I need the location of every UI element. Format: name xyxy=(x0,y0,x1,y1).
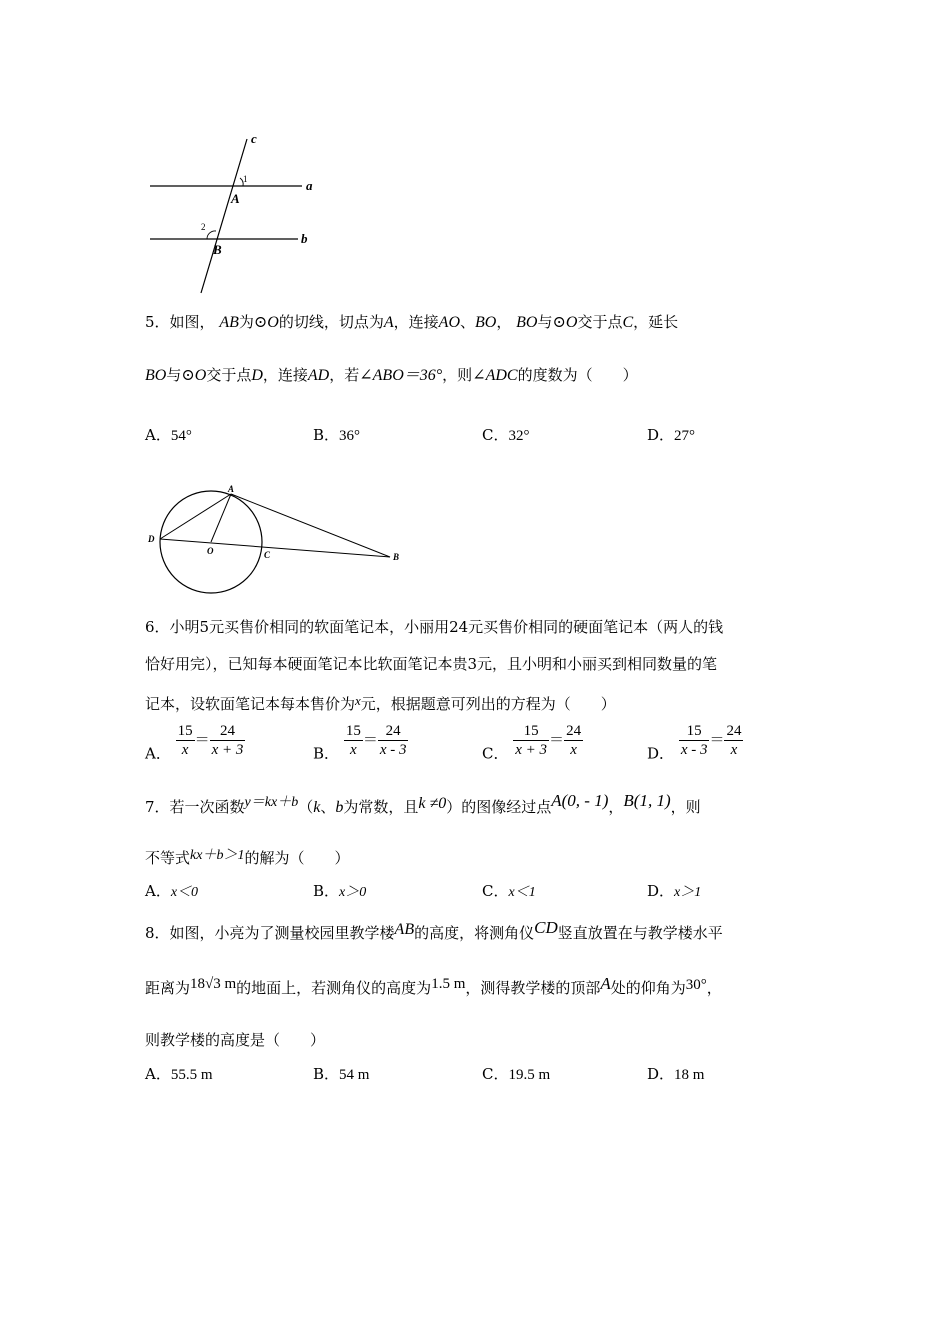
q5-option-d[interactable]: D．27° xyxy=(647,426,696,444)
q6-option-b[interactable]: B． $\frac{15}{x}$ ＝ $\frac{24}{x - 3}$ xyxy=(313,723,407,763)
q6-option-c[interactable]: C． $\frac{15}{x + 3}$ ＝ $\frac{24}{x}$ xyxy=(482,723,582,763)
q5-line1: 5．如图， AB为⊙O的切线，切点为A，连接AO、BO， BO与⊙O交于点C，延长 xyxy=(145,313,679,331)
q8-option-b[interactable]: B．54 m xyxy=(313,1065,370,1083)
segment-ao xyxy=(211,494,231,542)
label-B: B xyxy=(213,242,222,257)
label-angle-1: 1 xyxy=(243,174,248,184)
label-b: b xyxy=(301,231,308,246)
q7-option-b[interactable]: B．x＞0 xyxy=(313,882,367,900)
q7-line2: 不等式kx＋b＞1的解为（ ） xyxy=(145,848,350,867)
angle-2-arc xyxy=(207,231,216,239)
label-B: B xyxy=(393,552,400,562)
q6-line1: 6．小明5元买售价相同的软面笔记本，小丽用24元买售价相同的硬面笔记本（两人的钱 xyxy=(145,618,724,636)
label-c: c xyxy=(251,131,257,146)
label-angle-2: 2 xyxy=(201,222,206,232)
q5-line2: BO与⊙O交于点D，连接AD，若∠ABO＝36°，则∠ADC的度数为（ ） xyxy=(145,366,638,384)
segment-ab xyxy=(231,494,390,557)
circle-tangent-figure xyxy=(140,478,410,598)
label-O: O xyxy=(207,546,214,556)
line-c xyxy=(201,139,247,293)
q8-line2: 距离为18√3 m的地面上，若测角仪的高度为1.5 m，测得教学楼的顶部A处的仰角为30°， xyxy=(145,974,722,997)
label-A: A xyxy=(228,484,235,494)
q8-line1: 8．如图，小亮为了测量校园里教学楼AB的高度，将测角仪CD竖直放置在与教学楼水平 xyxy=(145,918,723,942)
q6-option-d[interactable]: D． $\frac{15}{x - 3}$ ＝ $\frac{24}{x}$ xyxy=(647,723,742,763)
label-a: a xyxy=(306,178,313,193)
q6-option-a[interactable]: A． $\frac{15}{x}$ ＝ $\frac{24}{x + 3}$ xyxy=(145,723,244,763)
label-A: A xyxy=(231,191,240,206)
label-D: D xyxy=(148,534,155,544)
q8-line3: 则教学楼的高度是（ ） xyxy=(145,1031,326,1049)
segment-ad xyxy=(160,494,231,539)
q6-line3: 记本，设软面笔记本每本售价为x元，根据题意可列出的方程为（ ） xyxy=(145,693,616,713)
q7-option-c[interactable]: C．x＜1 xyxy=(482,882,536,900)
q7-option-d[interactable]: D．x＞1 xyxy=(647,882,702,900)
segment-db xyxy=(160,539,390,557)
q6-line2: 恰好用完），已知每本硬面笔记本比软面笔记本贵3元，且小明和小丽买到相同数量的笔 xyxy=(145,655,718,673)
q8-option-c[interactable]: C．19.5 m xyxy=(482,1065,551,1083)
q5-option-a[interactable]: A．54° xyxy=(145,426,192,444)
q5-option-c[interactable]: C．32° xyxy=(482,426,530,444)
q8-option-a[interactable]: A．55.5 m xyxy=(145,1065,213,1083)
q8-option-d[interactable]: D．18 m xyxy=(647,1065,705,1083)
q7-option-a[interactable]: A．x＜0 xyxy=(145,882,199,900)
parallel-lines-figure xyxy=(140,125,340,300)
q7-line1: 7．若一次函数y＝kx＋b（k、b为常数，且k ≠0）的图像经过点A(0, - 1)，B(1, 1)，则 xyxy=(145,791,701,816)
q5-option-b[interactable]: B．36° xyxy=(313,426,361,444)
label-C: C xyxy=(264,550,271,560)
